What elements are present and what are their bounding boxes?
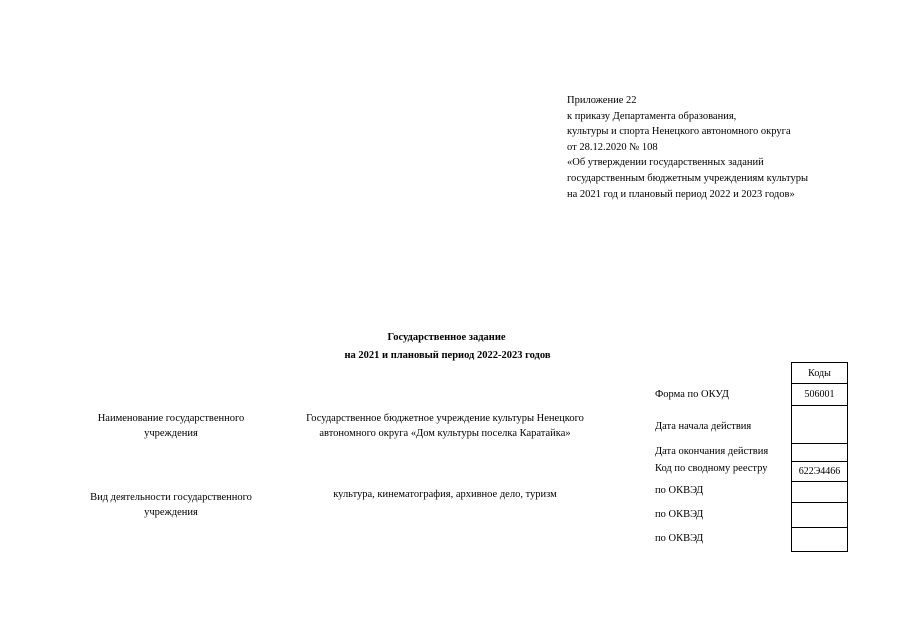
activity-value: культура, кинематография, архивное дело, туризм: [333, 489, 557, 500]
code-cell-okved: [792, 503, 848, 528]
code-label-registry: Код по сводному реестру: [655, 463, 768, 474]
activity-label: Вид деятельности государственного учреждения: [90, 492, 252, 518]
appendix-line: Приложение 22: [567, 95, 637, 106]
code-label-okved: по ОКВЭД: [655, 509, 704, 520]
appendix-line: «Об утверждении государственных заданий: [567, 157, 764, 169]
code-label-okved: по ОКВЭД: [655, 485, 704, 496]
code-cell-start-date: [792, 406, 848, 444]
code-cell-registry: 622Э4466: [792, 462, 848, 482]
document-subtitle: на 2021 и плановый период 2022-2023 годов: [344, 350, 551, 361]
appendix-block: [567, 93, 887, 202]
appendix-line: к приказу Департамента образования,: [567, 110, 737, 122]
code-cell-end-date: [792, 444, 848, 462]
code-label-end-date: Дата окончания действия: [655, 446, 769, 457]
appendix-line: государственным бюджетным учреждениям культуры: [567, 172, 809, 184]
code-cell-okved: [792, 482, 848, 503]
code-label-start-date: Дата начала действия: [655, 421, 752, 432]
codes-header: Коды: [792, 363, 848, 384]
institution-value: Государственное бюджетное учреждение культуры Ненецкого автономного округа «Дом культуры поселка Каратайка»: [306, 413, 584, 439]
appendix-line: на 2021 год и плановый период 2022 и 2023 годов»: [567, 188, 795, 200]
appendix-line: культуры и спорта Ненецкого автономного округа: [567, 126, 791, 138]
code-cell-okud: 506001: [792, 384, 848, 406]
code-label-okud: Форма по ОКУД: [655, 389, 729, 400]
document-title: Государственное задание: [387, 332, 506, 343]
codes-table: [791, 362, 848, 552]
code-label-okved: по ОКВЭД: [655, 533, 704, 544]
institution-label: Наименование государственного учреждения: [97, 413, 245, 439]
code-cell-okved: [792, 528, 848, 552]
appendix-line: от 28.12.2020 № 108: [567, 141, 658, 153]
